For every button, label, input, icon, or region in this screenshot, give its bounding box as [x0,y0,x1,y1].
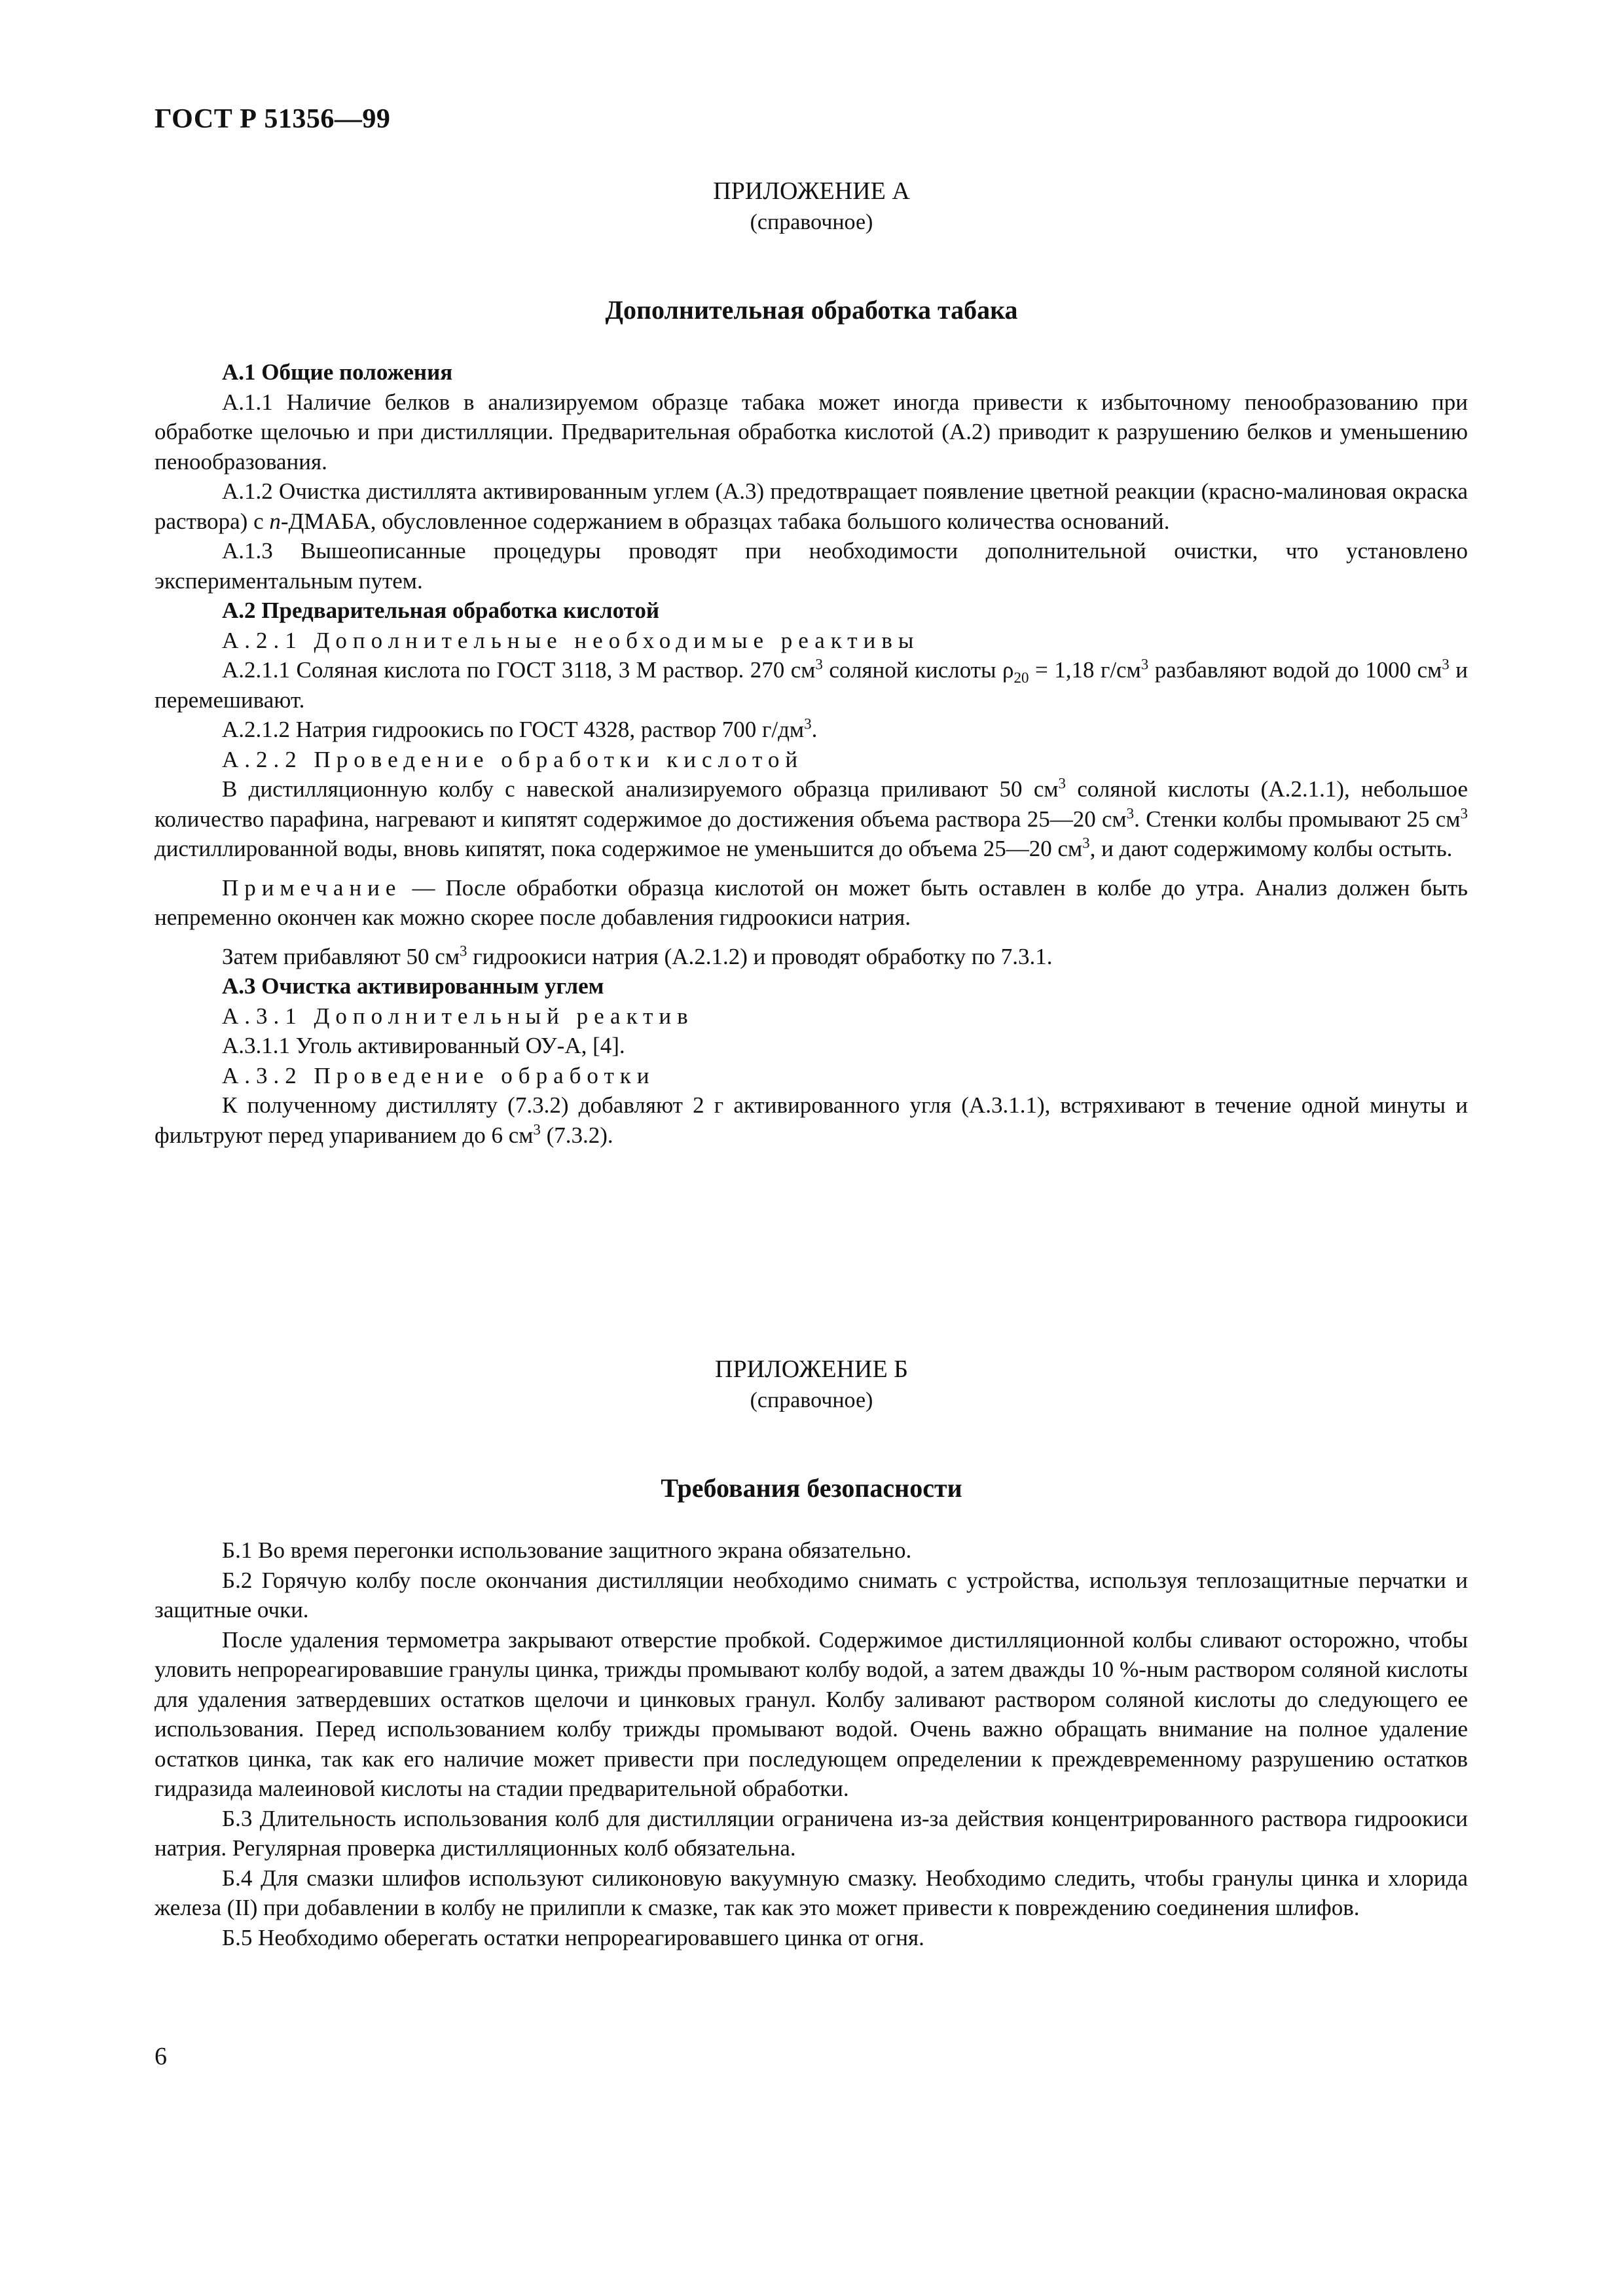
document-code: ГОСТ Р 51356—99 [155,104,391,134]
paragraph-b3: Б.3 Длительность использования колб для дистилляции ограничена из-за действия концентрированного раствора гидроокиси натрия. Регулярная проверка дистилляционных колб обязательна. [155,1805,1468,1861]
paragraph-b5: Б.5 Необходимо оберегать остатки непрореагировавшего цинка от огня. [222,1924,924,1950]
appendix-a-kind: (справочное) [750,210,873,234]
paragraph-b1: Б.1 Во время перегонки использование защитного экрана обязательно. [222,1537,912,1563]
note-paragraph: Примечание — После обработки образца кислотой он может быть оставлен в колбе до утра. Анализ должен быть непременно окончен как можно скорее после добавления гидроокиси натрия. [155,874,1468,930]
paragraph-a1-1: А.1.1 Наличие белков в анализируемом образце табака может иногда привести к избыточному пенообразованию при обработке щелочью и при дистилляции. Предварительная обработка кислотой (А.2) приводит к разрушению белков и уменьшению пенообразования. [155,389,1468,475]
appendix-b-body [155,1535,1468,1952]
note-label: Примечание [222,874,402,901]
paragraph-b2-continued: После удаления термометра закрывают отверстие пробкой. Содержимое дистилляционной колбы сливают осторожно, чтобы уловить непрореагировавшие гранулы цинка, трижды промывают колбу водой, а затем дважды 10 %-ным раствором соляной кислоты для удаления затвердевших остатков щелочи и цинковых гранул. Колбу заливают раствором соляной кислоты до следующего ее использования. Перед использованием колбу трижды промывают водой. Очень важно обращать внимание на полное удаление остатков цинка, так как его наличие может привести при последующем определении к преждевременному разрушению остатков гидразида малеиновой кислоты на стадии предварительной обработки. [155,1626,1468,1801]
paragraph-a2-2: В дистилляционную колбу с навеской анализируемого образца приливают 50 $см^3$ соляной кислоты (А.2.1.1), небольшое количество парафина, нагревают и кипятят содержимое до достижения объема раствора 25—20 $см^3$. Стенки колбы промывают 25 $см^3$ дистиллированной воды, вновь кипятят, пока содержимое не уменьшится до объема 25—20 $см^3$, и дают содержимому колбы остыть. [155,775,1468,861]
page-number: 6 [155,2043,167,2070]
paragraph-a3-2: К полученному дистилляту (7.3.2) добавляют 2 г активированного угля (А.3.1.1), встряхивают в течение одной минуты и фильтруют перед упариванием до 6 $см^3$ (7.3.2). [155,1092,1468,1148]
paragraph-a3-1-1: А.3.1.1 Уголь активированный ОУ-А, [4]. [222,1033,625,1058]
appendix-a-label: ПРИЛОЖЕНИЕ А [713,177,910,205]
appendix-b-heading [0,1354,1623,1416]
section-a3-2-heading: А.3.2 Проведение обработки [222,1062,655,1088]
appendix-b-title: Требования безопасности [661,1473,962,1503]
paragraph-a1-3: А.1.3 Вышеописанные процедуры проводят при необходимости дополнительной очистки, что установлено экспериментальным путем. [155,538,1468,594]
appendix-b-kind: (справочное) [750,1388,873,1412]
paragraph-b4: Б.4 Для смазки шлифов используют силиконовую вакуумную смазку. Необходимо следить, чтобы гранулы цинка и хлорида железа (II) при добавлении в колбу не прилипли к смазке, так как это может привести к повреждению соединения шлифов. [155,1865,1468,1920]
section-a3-1-heading: А.3.1 Дополнительный реактив [222,1003,694,1029]
paragraph-a1-2: А.1.2 Очистка дистиллята активированным углем (А.3) предотвращает появление цветной реакции (красно-малиновая окраска раствора) с n-ДМАБА, обусловленное содержанием в образцах табака большого количества оснований. [155,478,1468,534]
section-a1-heading: А.1 Общие положения [222,359,453,385]
appendix-b-label: ПРИЛОЖЕНИЕ Б [715,1355,908,1383]
paragraph-then: Затем прибавляют 50 $см^3$ гидроокиси натрия (А.2.1.2) и проводят обработку по 7.3.1. [222,942,1053,969]
appendix-a-title: Дополнительная обработка табака [605,295,1018,325]
section-a2-1-heading: А.2.1 Дополнительные необходимые реактивы [222,627,920,653]
appendix-a-heading [0,175,1623,238]
paragraph-b2: Б.2 Горячую колбу после окончания дистилляции необходимо снимать с устройства, используя теплозащитные перчатки и защитные очки. [155,1567,1468,1623]
paragraph-a2-1-1: А.2.1.1 Соляная кислота по ГОСТ 3118, 3 М раствор. 270 $см^3$ соляной кислоты $\rho_{20} = 1,18$ $г/см^3$ разбавляют водой до 1000 $см^3$ и перемешивают. [155,656,1468,713]
paragraph-a2-1-2: А.2.1.2 Натрия гидроокись по ГОСТ 4328, раствор 700 $г/дм^3$. [222,715,818,742]
appendix-a-body [155,357,1468,1150]
section-a3-heading: А.3 Очистка активированным углем [222,973,604,999]
section-a2-heading: А.2 Предварительная обработка кислотой [222,598,660,623]
section-a2-2-heading: А.2.2 Проведение обработки кислотой [222,746,804,772]
